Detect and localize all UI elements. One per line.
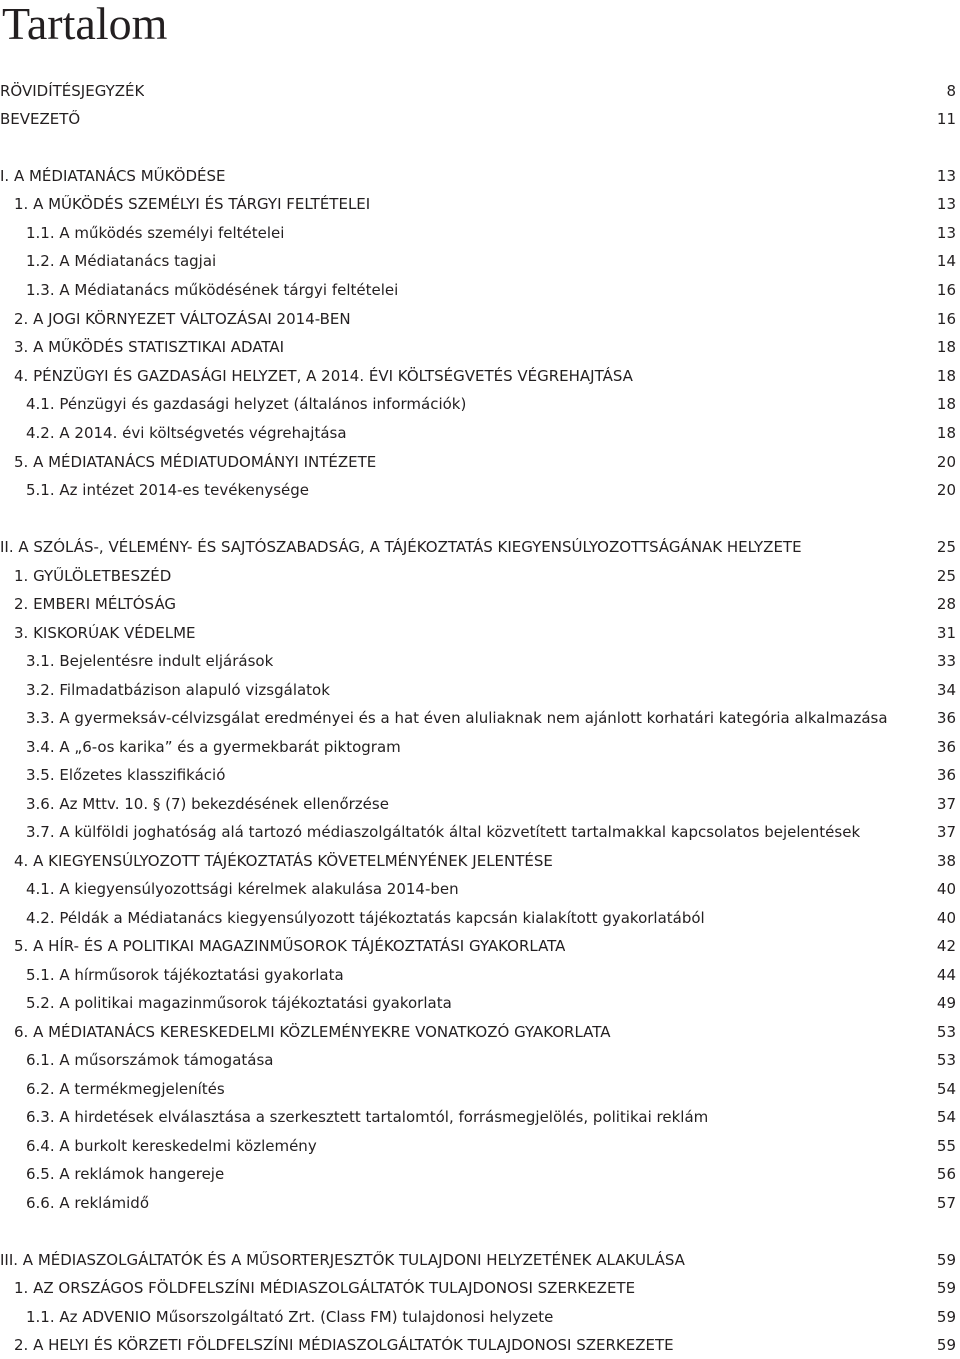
toc-entry[interactable] (0, 1303, 956, 1331)
toc-entry-page-number: 36 (936, 766, 956, 784)
toc-entry-page-number: 54 (936, 1108, 956, 1126)
toc-entry[interactable] (0, 761, 956, 789)
toc-entry-label: 4.2. A 2014. évi költségvetés végrehajtása (26, 424, 347, 442)
toc-entry-label: 5.1. Az intézet 2014-es tevékenysége (26, 481, 310, 499)
toc-entry-page-number: 13 (936, 167, 956, 185)
toc-entry[interactable] (0, 1132, 956, 1160)
toc-entry-page-number: 59 (936, 1336, 956, 1354)
toc-entry[interactable] (0, 276, 956, 304)
toc-entry-page-number: 20 (936, 481, 956, 499)
toc-entry-label: 5.1. A hírműsorok tájékoztatási gyakorlata (26, 966, 344, 984)
toc-entry[interactable] (0, 989, 956, 1017)
toc-entry-page-number: 25 (936, 567, 956, 585)
toc-entry[interactable] (0, 1331, 956, 1359)
toc-entry[interactable] (0, 1018, 956, 1046)
toc-entry[interactable] (0, 247, 956, 275)
toc-entry[interactable] (0, 590, 956, 618)
toc-entry[interactable] (0, 847, 956, 875)
toc-entry-page-number: 33 (936, 652, 956, 670)
toc-entry[interactable] (0, 1274, 956, 1302)
toc-entry-label: 4. A KIEGYENSÚLYOZOTT TÁJÉKOZTATÁS KÖVETELMÉNYÉNEK JELENTÉSE (14, 852, 553, 870)
toc-entry[interactable] (0, 219, 956, 247)
toc-entry-label: 1. AZ ORSZÁGOS FÖLDFELSZÍNI MÉDIASZOLGÁLTATÓK TULAJDONOSI SZERKEZETE (14, 1279, 636, 1297)
toc-entry[interactable] (0, 1075, 956, 1103)
toc-entry-label: 3.1. Bejelentésre indult eljárások (26, 652, 274, 670)
toc-entry-page-number: 18 (936, 395, 956, 413)
toc-entry[interactable] (0, 390, 956, 418)
toc-entry-page-number: 37 (936, 823, 956, 841)
toc-entry[interactable] (0, 533, 956, 561)
toc-entry[interactable] (0, 932, 956, 960)
toc-entry-label: 3.7. A külföldi joghatóság alá tartozó médiaszolgáltatók által közvetített tartalmakkal kapcsolatos bejelentések (26, 823, 861, 841)
toc-entry-label: 3.3. A gyermeksáv-célvizsgálat eredményei és a hat éven aluliaknak nem ajánlott korhatári kategória alkalmazása (26, 709, 888, 727)
toc-entry-page-number: 14 (936, 252, 956, 270)
toc-entry-page-number: 18 (936, 338, 956, 356)
toc-entry-label: 1. GYŰLÖLETBESZÉD (14, 567, 172, 585)
toc-entry-page-number: 13 (936, 224, 956, 242)
toc-entry-label: 1.1. Az ADVENIO Műsorszolgáltató Zrt. (Class FM) tulajdonosi helyzete (26, 1308, 554, 1326)
toc-entry[interactable] (0, 1246, 956, 1274)
toc-entry-label: 2. EMBERI MÉLTÓSÁG (14, 595, 176, 613)
toc-entry-label: BEVEZETŐ (0, 110, 81, 128)
toc-entry-label: 5. A MÉDIATANÁCS MÉDIATUDOMÁNYI INTÉZETE (14, 453, 377, 471)
toc-entry[interactable] (0, 818, 956, 846)
toc-entry-label: 4.2. Példák a Médiatanács kiegyensúlyozott tájékoztatás kapcsán kialakított gyakorlatából (26, 909, 705, 927)
toc-entry-page-number: 56 (936, 1165, 956, 1183)
toc-entry[interactable] (0, 676, 956, 704)
toc-entry-page-number: 13 (936, 195, 956, 213)
toc-entry-page-number: 59 (936, 1279, 956, 1297)
toc-entry-page-number: 36 (936, 738, 956, 756)
toc-entry-page-number: 53 (936, 1051, 956, 1069)
toc-entry-label: 2. A JOGI KÖRNYEZET VÁLTOZÁSAI 2014-BEN (14, 310, 351, 328)
toc-entry[interactable] (0, 961, 956, 989)
toc-entry-label: 3. A MŰKÖDÉS STATISZTIKAI ADATAI (14, 338, 285, 356)
toc-entry-label: 5. A HÍR- ÉS A POLITIKAI MAGAZINMŰSOROK TÁJÉKOZTATÁSI GYAKORLATA (14, 937, 566, 955)
toc-entry-label: 3.2. Filmadatbázison alapuló vizsgálatok (26, 681, 330, 699)
toc-entry-page-number: 49 (936, 994, 956, 1012)
toc-entry[interactable] (0, 190, 956, 218)
toc-entry[interactable] (0, 305, 956, 333)
page-title: Tartalom (2, 0, 168, 49)
toc-entry-label: 3.4. A „6-os karika” és a gyermekbarát piktogram (26, 738, 401, 756)
toc-entry-label: 6.3. A hirdetések elválasztása a szerkesztett tartalomtól, forrásmegjelölés, politikai reklám (26, 1108, 709, 1126)
toc-entry-page-number: 16 (936, 281, 956, 299)
toc-entry-label: 1. A MŰKÖDÉS SZEMÉLYI ÉS TÁRGYI FELTÉTELEI (14, 195, 371, 213)
toc-entry-page-number: 11 (936, 110, 956, 128)
toc-entry[interactable] (0, 419, 956, 447)
toc-entry-label: I. A MÉDIATANÁCS MŰKÖDÉSE (0, 167, 226, 185)
toc-entry[interactable] (0, 448, 956, 476)
toc-entry[interactable] (0, 476, 956, 504)
toc-entry-label: III. A MÉDIASZOLGÁLTATÓK ÉS A MŰSORTERJESZTŐK TULAJDONI HELYZETÉNEK ALAKULÁSA (0, 1251, 685, 1269)
toc-entry-page-number: 38 (936, 852, 956, 870)
toc-entry-label: 1.1. A működés személyi feltételei (26, 224, 285, 242)
toc-entry-label: 6. A MÉDIATANÁCS KERESKEDELMI KÖZLEMÉNYEKRE VONATKOZÓ GYAKORLATA (14, 1023, 611, 1041)
toc-entry-label: II. A SZÓLÁS-, VÉLEMÉNY- ÉS SAJTÓSZABADSÁG, A TÁJÉKOZTATÁS KIEGYENSÚLYOZOTTSÁGÁNAK HELYZETE (0, 538, 802, 556)
toc-entry-label: 1.2. A Médiatanács tagjai (26, 252, 217, 270)
toc-entry[interactable] (0, 875, 956, 903)
toc-entry[interactable] (0, 704, 956, 732)
toc-entry-page-number: 28 (936, 595, 956, 613)
toc-entry-label: RÖVIDÍTÉSJEGYZÉK (0, 82, 145, 100)
toc-entry-label: 6.4. A burkolt kereskedelmi közlemény (26, 1137, 317, 1155)
toc-entry[interactable] (0, 1046, 956, 1074)
toc-entry-page-number: 16 (936, 310, 956, 328)
toc-entry[interactable] (0, 1103, 956, 1131)
toc-entry-page-number: 8 (946, 82, 956, 100)
toc-entry[interactable] (0, 733, 956, 761)
toc-entry-label: 5.2. A politikai magazinműsorok tájékoztatási gyakorlata (26, 994, 452, 1012)
toc-entry-page-number: 20 (936, 453, 956, 471)
toc-entry-label: 6.1. A műsorszámok támogatása (26, 1051, 274, 1069)
toc-entry[interactable] (0, 333, 956, 361)
toc-entry-label: 4. PÉNZÜGYI ÉS GAZDASÁGI HELYZET, A 2014. ÉVI KÖLTSÉGVETÉS VÉGREHAJTÁSA (14, 367, 633, 385)
toc-entry[interactable] (0, 1160, 956, 1188)
toc-entry-page-number: 59 (936, 1308, 956, 1326)
toc-entry-page-number: 34 (936, 681, 956, 699)
toc-entry-page-number: 37 (936, 795, 956, 813)
toc-entry-page-number: 18 (936, 424, 956, 442)
toc-entry-page-number: 44 (936, 966, 956, 984)
toc-entry-page-number: 42 (936, 937, 956, 955)
toc-entry-label: 3.5. Előzetes klasszifikáció (26, 766, 226, 784)
toc-entry-page-number: 36 (936, 709, 956, 727)
toc-entry-page-number: 40 (936, 880, 956, 898)
toc-entry[interactable] (0, 790, 956, 818)
toc-entry-label: 4.1. A kiegyensúlyozottsági kérelmek alakulása 2014-ben (26, 880, 459, 898)
toc-entry[interactable] (0, 1189, 956, 1217)
toc-entry-label: 3. KISKORÚAK VÉDELME (14, 624, 196, 642)
toc-entry[interactable] (0, 904, 956, 932)
toc-entry-label: 4.1. Pénzügyi és gazdasági helyzet (általános információk) (26, 395, 467, 413)
toc-entry-label: 6.2. A termékmegjelenítés (26, 1080, 225, 1098)
toc-entry[interactable] (0, 162, 956, 190)
toc-entry-page-number: 25 (936, 538, 956, 556)
toc-entry-page-number: 55 (936, 1137, 956, 1155)
toc-entry-label: 1.3. A Médiatanács működésének tárgyi feltételei (26, 281, 399, 299)
toc-entry-page-number: 59 (936, 1251, 956, 1269)
toc-entry-label: 2. A HELYI ÉS KÖRZETI FÖLDFELSZÍNI MÉDIASZOLGÁLTATÓK TULAJDONOSI SZERKEZETE (14, 1336, 674, 1354)
toc-entry[interactable] (0, 77, 956, 105)
toc-entry-page-number: 31 (936, 624, 956, 642)
toc-entry-page-number: 57 (936, 1194, 956, 1212)
toc-entry[interactable] (0, 362, 956, 390)
toc-entry-page-number: 53 (936, 1023, 956, 1041)
toc-entry[interactable] (0, 647, 956, 675)
toc-entry[interactable] (0, 619, 956, 647)
toc-entry-page-number: 18 (936, 367, 956, 385)
toc-entry-page-number: 54 (936, 1080, 956, 1098)
toc-entry-label: 6.6. A reklámidő (26, 1194, 150, 1212)
toc-entry[interactable] (0, 105, 956, 133)
toc-entry-page-number: 40 (936, 909, 956, 927)
toc-entry-label: 6.5. A reklámok hangereje (26, 1165, 225, 1183)
toc-entry[interactable] (0, 562, 956, 590)
toc-entry-label: 3.6. Az Mttv. 10. § (7) bekezdésének ellenőrzése (26, 795, 389, 813)
